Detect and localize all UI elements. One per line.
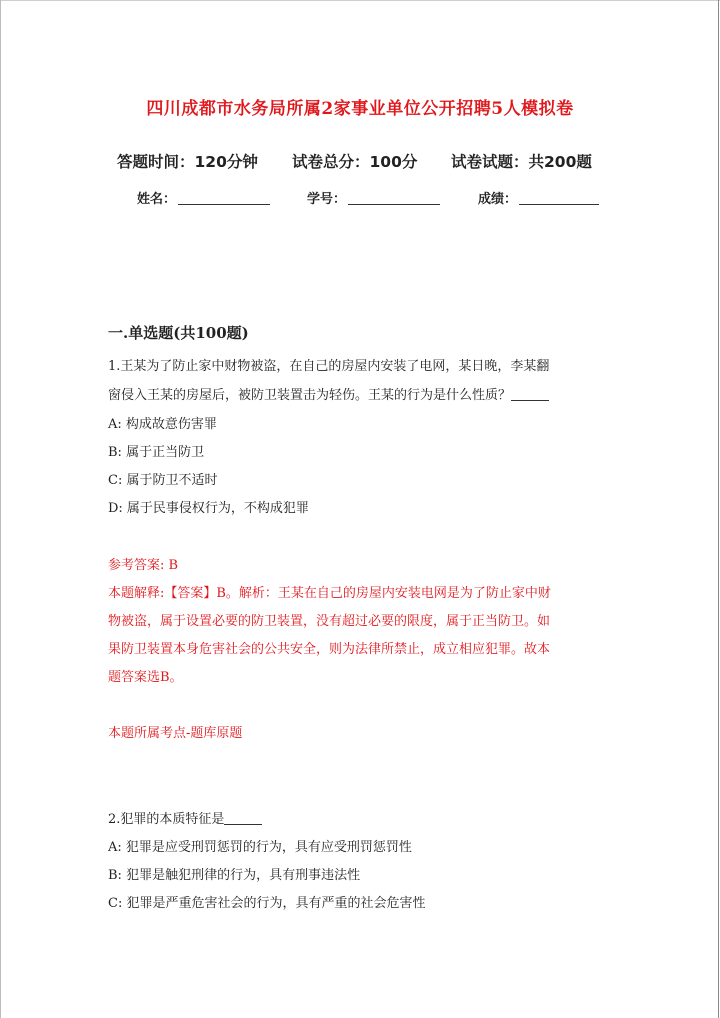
question-1-source: 本题所属考点-题库原题 — [108, 726, 243, 741]
question-1-option-b: B: 属于正当防卫 — [108, 445, 205, 460]
question-1-answer-blank — [511, 388, 549, 401]
question-1-answer: 参考答案: B — [108, 558, 179, 573]
name-blank — [178, 190, 270, 205]
question-2-stem-text: 2.犯罪的本质特征是 — [108, 812, 225, 827]
document-title: 四川成都市水务局所属2家事业单位公开招聘5人模拟卷 — [146, 99, 574, 119]
name-label: 姓名： — [137, 192, 177, 207]
exam-total-questions: 试卷试题：共200题 — [451, 153, 592, 171]
exam-time: 答题时间：120分钟 — [117, 153, 258, 171]
section-heading: 一.单选题(共100题) — [108, 324, 249, 342]
question-1-option-a: A: 构成故意伤害罪 — [108, 417, 217, 432]
question-2-answer-blank — [224, 812, 262, 825]
question-1-option-d: D: 属于民事侵权行为，不构成犯罪 — [108, 501, 309, 516]
student-id-field — [307, 188, 440, 207]
question-1-explanation-line-4: 题答案选B。 — [108, 670, 183, 685]
page-left-border — [0, 0, 1, 1018]
student-id-blank — [348, 190, 440, 205]
page-top-border — [0, 0, 720, 1]
question-2-option-c: C: 犯罪是严重危害社会的行为，具有严重的社会危害性 — [108, 896, 426, 911]
question-1-explanation-line-1: 本题解释:【答案】B。解析：王某在自己的房屋内安装电网是为了防止家中财 — [108, 586, 551, 601]
question-2-option-b: B: 犯罪是触犯刑律的行为，具有刑事违法性 — [108, 868, 361, 883]
question-1-stem-line-1: 1.王某为了防止家中财物被盗，在自己的房屋内安装了电网，某日晚，李某翻 — [108, 359, 550, 374]
student-id-label: 学号： — [307, 192, 347, 207]
question-1-option-c: C: 属于防卫不适时 — [108, 473, 218, 488]
question-1-stem-line-2 — [108, 384, 549, 403]
name-field — [137, 188, 270, 207]
question-1-stem-text: 窗侵入王某的房屋后，被防卫装置击为轻伤。王某的行为是什么性质？ — [108, 388, 512, 403]
score-label: 成绩： — [478, 192, 518, 207]
score-blank — [519, 190, 599, 205]
question-1-explanation-line-3: 果防卫装置本身危害社会的公共安全，则为法律所禁止，成立相应犯罪。故本 — [108, 642, 551, 657]
question-2-option-a: A: 犯罪是应受刑罚惩罚的行为，具有应受刑罚惩罚性 — [108, 840, 412, 855]
page-right-border — [718, 0, 719, 1018]
question-2-stem-line — [108, 808, 262, 827]
question-1-explanation-line-2: 物被盗，属于设置必要的防卫装置，没有超过必要的限度，属于正当防卫。如 — [108, 614, 551, 629]
exam-total-score: 试卷总分：100分 — [292, 153, 418, 171]
score-field — [478, 188, 599, 207]
